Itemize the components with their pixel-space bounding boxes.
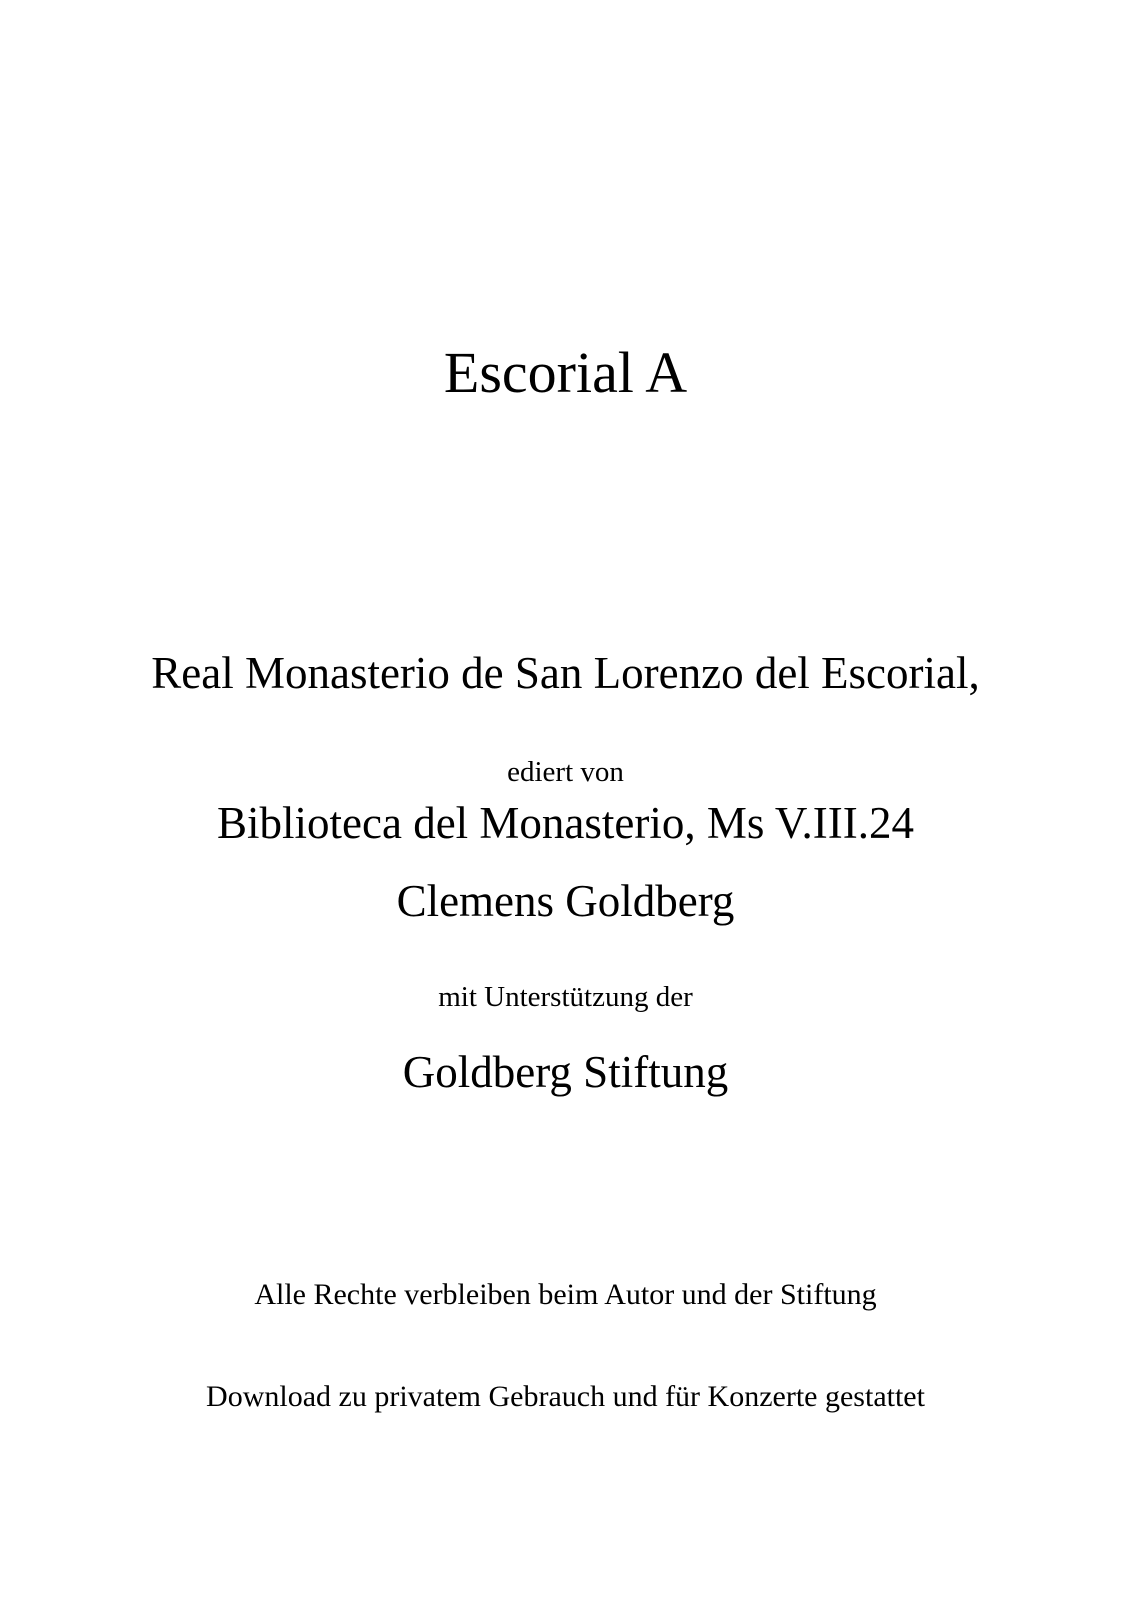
manuscript-source-line2: Biblioteca del Monasterio, Ms V.III.24 bbox=[217, 798, 914, 848]
page-title: Escorial A bbox=[443, 340, 688, 405]
editor-name: Clemens Goldberg bbox=[396, 876, 735, 926]
foundation-name: Goldberg Stiftung bbox=[402, 1047, 729, 1097]
rights-notice bbox=[0, 1210, 1131, 1482]
manuscript-source-line1: Real Monasterio de San Lorenzo del Escorial, bbox=[151, 648, 980, 698]
rights-notice-line2: Download zu privatem Gebrauch und für Konzerte gestattet bbox=[206, 1380, 925, 1413]
rights-notice-line1: Alle Rechte verbleiben beim Autor und der Stiftung bbox=[254, 1278, 877, 1311]
edited-by-label: ediert von bbox=[507, 756, 624, 788]
support-label: mit Unterstützung der bbox=[438, 981, 693, 1013]
